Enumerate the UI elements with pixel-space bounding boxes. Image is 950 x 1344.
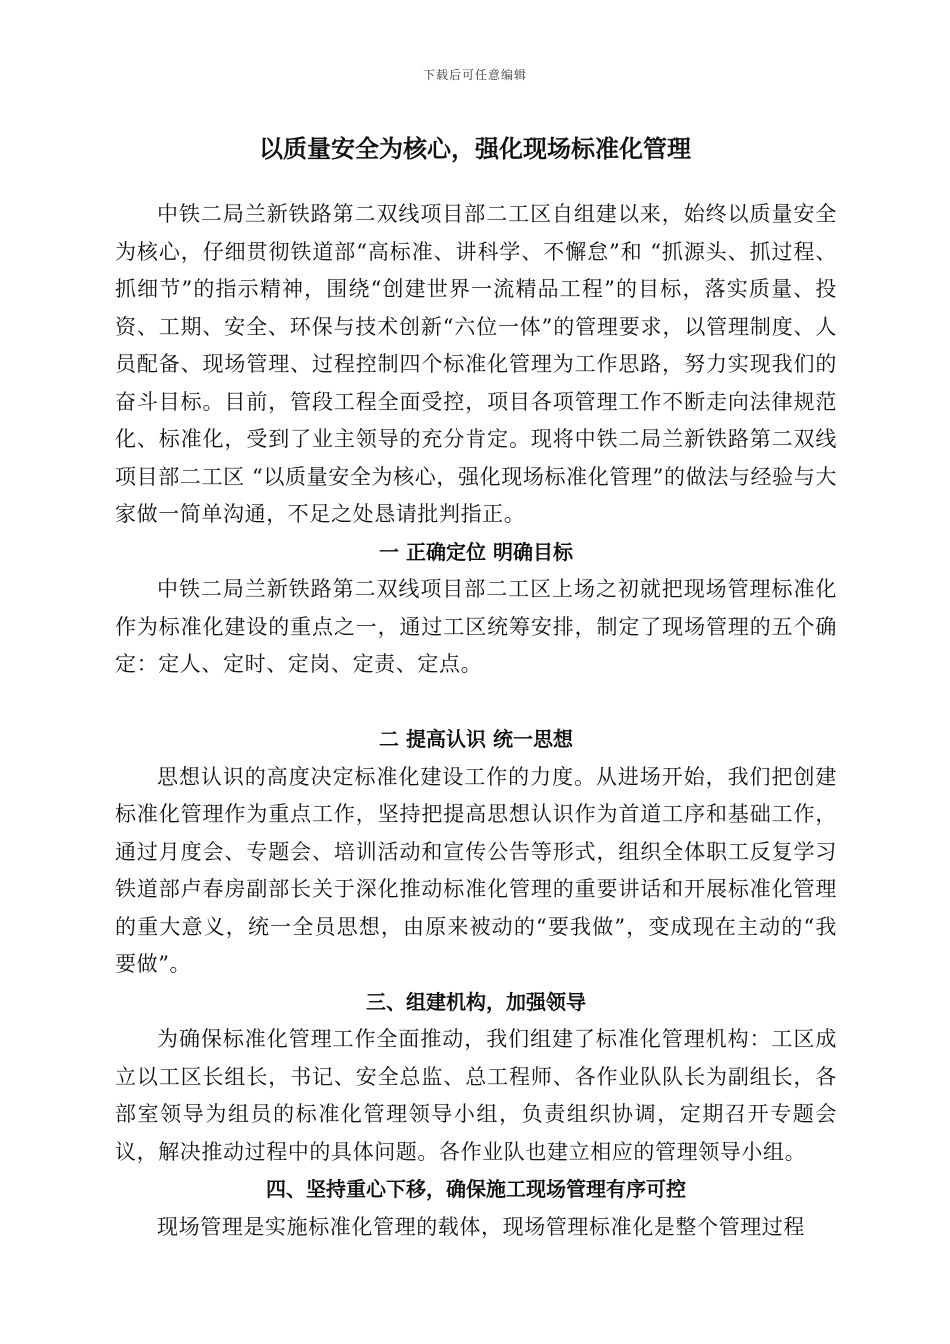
document-title: 以质量安全为核心，强化现场标准化管理 (259, 135, 691, 163)
section-2-paragraph: 思想认识的高度决定标准化建设工作的力度。从进场开始，我们把创建标准化管理作为重点工作，坚持把提高思想认识作为首道工序和基础工作，通过月度会、专题会、培训活动和宣传公告等形式，组织全体职工反复学习铁道部卢春房副部长关于深化推动标准化管理的重要讲话和开展标准化管理的重大意义，统一全员思想，由原来被动的“要我做”，变成现在主动的“我要做”。 (115, 764, 837, 976)
blank-line (115, 684, 837, 722)
document-body (115, 196, 837, 1246)
section-4-paragraph: 现场管理是实施标准化管理的载体，现场管理标准化是整个管理过程 (157, 1214, 805, 1239)
section-1-heading: 一 正确定位 明确目标 (379, 539, 573, 564)
header-note: 下载后可任意编辑 (422, 68, 527, 82)
section-3-heading: 三、组建机构，加强领导 (366, 989, 586, 1014)
section-3-paragraph: 为确保标准化管理工作全面推动，我们组建了标准化管理机构：工区成立以工区长组长，书记、安全总监、总工程师、各作业队队长为副组长，各部室领导为组员的标准化管理领导小组，负责组织协调，定期召开专题会议，解决推动过程中的具体问题。各作业队也建立相应的管理领导小组。 (115, 1027, 837, 1164)
section-4-heading: 四、坚持重心下移，确保施工现场管理有序可控 (266, 1177, 686, 1201)
section-1-paragraph: 中铁二局兰新铁路第二双线项目部二工区上场之初就把现场管理标准化作为标准化建设的重点之一，通过工区统筹安排，制定了现场管理的五个确定：定人、定时、定岗、定责、定点。 (115, 577, 837, 676)
section-2-heading: 二 提高认识 统一思想 (379, 727, 573, 751)
intro-paragraph: 中铁二局兰新铁路第二双线项目部二工区自组建以来，始终以质量安全为核心，仔细贯彻铁道部“高标准、讲科学、不懈怠”和 “抓源头、抓过程、抓细节”的指示精神，围绕“创建世界一流精品工程”的目标，落实质量、投资、工期、安全、环保与技术创新“六位一体”的管理要求，以管理制度、人员配备、现场管理、过程控制四个标准化管理为工作思路，努力实现我们的奋斗目标。目前，管段工程全面受控，项目各项管理工作不断走向法律规范化、标准化，受到了业主领导的充分肯定。现将中铁二局兰新铁路第二双线项目部二工区 “以质量安全为核心，强化现场标准化管理”的做法与经验与大家做一简单沟通，不足之处恳请批判指正。 (115, 202, 837, 526)
